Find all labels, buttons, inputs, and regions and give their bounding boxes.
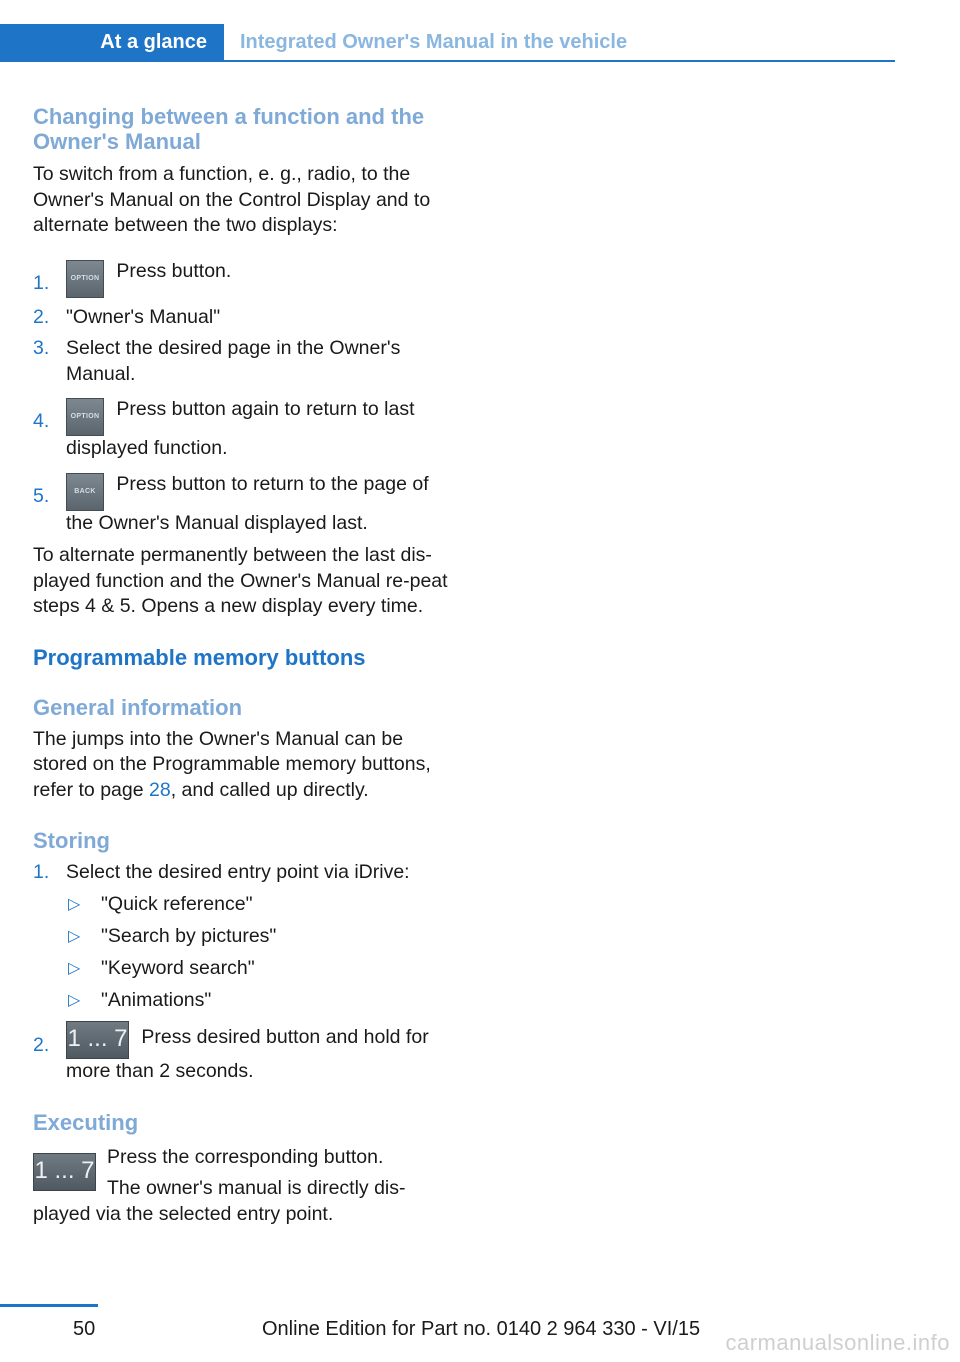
triangle-bullet-icon: ▷ (68, 895, 81, 913)
executing-line: played via the selected entry point. (33, 1202, 334, 1225)
step-text: Select the desired page in the Owner's Manual. (66, 337, 401, 385)
switching-intro: To switch from a function, e. g., radio, to the Owner's Manual on the Control Display and to alternate between the two displays: (33, 163, 431, 236)
header-rule (0, 60, 895, 62)
page-header (0, 24, 895, 62)
list-item (66, 988, 453, 1014)
step-text: Press button. (116, 259, 232, 282)
step-number: 4. (33, 410, 50, 432)
chapter-title[interactable]: Integrated Owner's Manual in the vehicle (240, 31, 628, 53)
step-text: Press desired button and hold for more than 2 seconds. (66, 1026, 429, 1082)
executing-line: Press the corresponding button. (107, 1145, 384, 1168)
switching-outro: To alternate permanently between the last dis‐played function and the Owner's Manual re‐peat steps 4 & 5. Opens a new display every time. (33, 544, 448, 617)
list-item (33, 259, 453, 299)
entry-point: "Keyword search" (101, 956, 255, 979)
page-reference-link[interactable]: 28 (149, 778, 171, 801)
entry-point-list (66, 892, 453, 1014)
step-text: "Owner's Manual" (66, 305, 221, 328)
option-button-icon: OPTION (66, 398, 104, 436)
footer-rule (0, 1304, 98, 1307)
triangle-bullet-icon: ▷ (68, 927, 81, 945)
storing-steps (33, 860, 453, 1085)
step-text: Select the desired entry point via iDrive: (66, 861, 410, 883)
general-info-text (33, 727, 453, 804)
heading-memory-buttons: Programmable memory buttons (33, 644, 366, 670)
triangle-bullet-icon: ▷ (68, 991, 81, 1009)
general-text-after: , and called up directly. (170, 778, 369, 801)
list-item (33, 305, 453, 331)
switching-steps (33, 259, 453, 537)
step-number: 2. (33, 1034, 50, 1056)
list-item (33, 397, 453, 462)
page-number: 50 (73, 1318, 96, 1340)
step-number: 1. (33, 271, 50, 294)
edition-info: Online Edition for Part no. 0140 2 964 330 - VI/15 (262, 1318, 701, 1340)
option-button-icon: OPTION (66, 260, 104, 298)
memory-buttons-icon: 1 ... 7 (66, 1021, 129, 1059)
main-content (33, 104, 453, 1227)
step-number: 1. (33, 861, 50, 883)
step-number: 5. (33, 484, 50, 507)
list-item (66, 892, 453, 918)
section-tab[interactable]: At a glance (0, 24, 224, 60)
list-item (33, 336, 453, 387)
general-text-before: The jumps into the Owner's Manual can be stored on the Programmable memory buttons, refer to page (33, 727, 431, 801)
watermark: carmanualsonline.info (725, 1330, 950, 1355)
step-text: Press button to return to the page of the Owner's Manual displayed last. (66, 472, 429, 534)
executing-block (33, 1145, 453, 1228)
heading-storing: Storing (33, 828, 110, 853)
memory-buttons-icon: 1 ... 7 (33, 1153, 96, 1191)
back-button-icon: BACK (66, 473, 104, 511)
list-item (66, 924, 453, 950)
step-number: 2. (33, 305, 50, 328)
heading-executing: Executing (33, 1109, 139, 1135)
list-item (33, 1021, 453, 1085)
list-item (66, 956, 453, 982)
triangle-bullet-icon: ▷ (68, 959, 81, 977)
heading-changing: Changing between a function and the Owner's Manual (33, 104, 425, 154)
entry-point: "Quick reference" (101, 892, 253, 915)
list-item (33, 860, 453, 1013)
list-item (33, 472, 453, 537)
entry-point: "Search by pictures" (101, 924, 277, 947)
entry-point: "Animations" (101, 988, 212, 1011)
step-number: 3. (33, 337, 50, 359)
step-text: Press button again to return to last displayed function. (66, 398, 415, 459)
heading-general-information: General information (33, 694, 243, 720)
executing-line: The owner's manual is directly dis‐ (107, 1177, 406, 1199)
